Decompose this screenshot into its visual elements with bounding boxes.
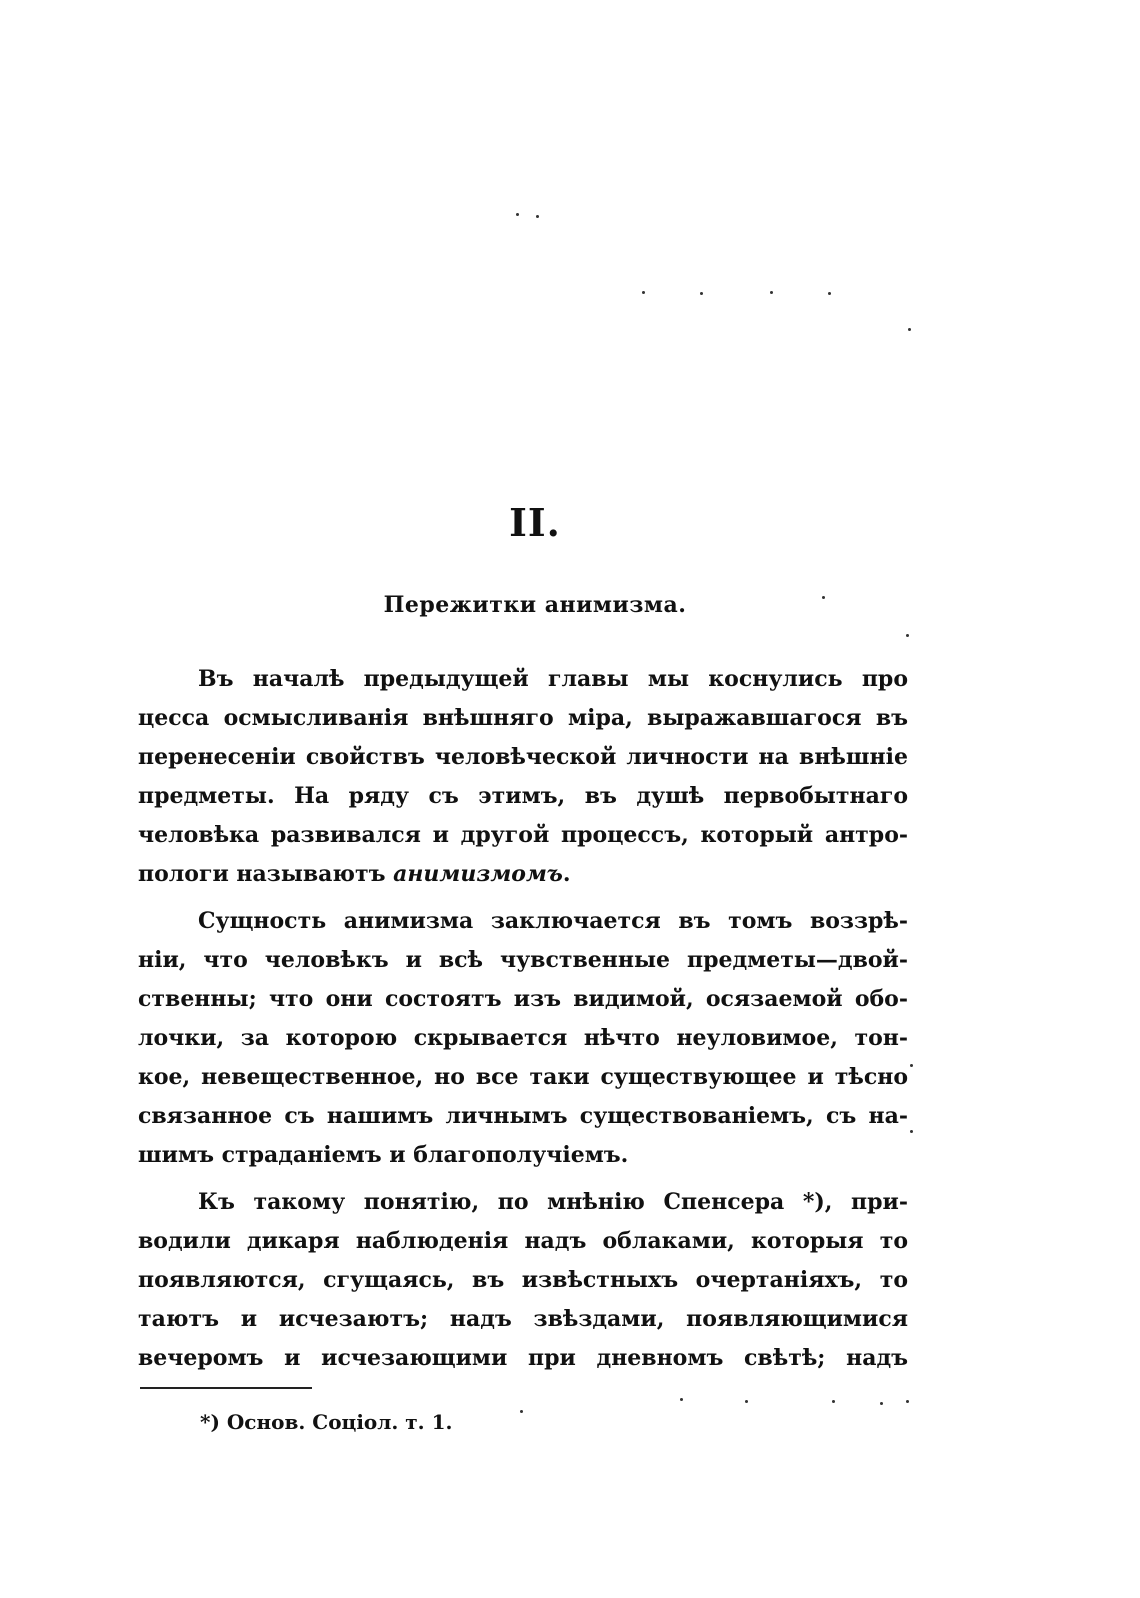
text-line: предметы. На ряду съ этимъ, въ душѣ первобытнаго: [138, 783, 908, 809]
text-line: появляются, сгущаясь, въ извѣстныхъ очертаніяхъ, то: [138, 1267, 908, 1293]
scan-speck: [520, 1410, 523, 1413]
text-line: водили дикаря наблюденія надъ облаками, которыя то: [138, 1228, 908, 1254]
scan-speck: [745, 1400, 748, 1403]
scan-speck: [906, 1400, 909, 1403]
scan-speck: [832, 1400, 835, 1403]
scan-speck: [680, 1398, 683, 1401]
scan-speck: [536, 215, 539, 218]
scan-speck: [822, 596, 825, 599]
emphasis-term: анимизмомъ: [393, 861, 563, 887]
text-line: таютъ и исчезаютъ; надъ звѣздами, появляющимися: [138, 1306, 908, 1332]
text-line: Къ такому понятію, по мнѣнію Спенсера *), при-: [198, 1189, 908, 1215]
chapter-number: II.: [509, 500, 561, 545]
scan-speck: [642, 291, 645, 294]
text-fragment: .: [562, 861, 571, 887]
footnote: *) Основ. Соціол. т. 1.: [200, 1410, 453, 1434]
scan-speck: [910, 1064, 913, 1067]
scan-speck: [906, 634, 909, 637]
text-line: вечеромъ и исчезающими при дневномъ свѣтѣ; надъ: [138, 1345, 908, 1371]
text-fragment: пологи называютъ: [138, 861, 394, 887]
text-line: человѣка развивался и другой процессъ, который антро-: [138, 822, 908, 848]
text-line: Въ началѣ предыдущей главы мы коснулись про: [198, 666, 908, 692]
text-line: перенесеніи свойствъ человѣческой личности на внѣшніе: [138, 744, 908, 770]
paragraph-3: [138, 1183, 908, 1378]
text-line: Сущность анимизма заключается въ томъ воззрѣ-: [198, 908, 908, 934]
text-line: ственны; что они состоятъ изъ видимой, осязаемой обо-: [138, 986, 908, 1012]
scan-speck: [516, 213, 519, 216]
scan-speck: [700, 292, 703, 295]
paragraph-1: [138, 660, 908, 894]
paragraph-2: [138, 902, 908, 1175]
text-line: шимъ страданіемъ и благополучіемъ.: [138, 1142, 629, 1168]
scan-speck: [908, 328, 911, 331]
text-line: цесса осмысливанія внѣшняго міра, выражавшагося въ: [138, 705, 908, 731]
text-line: связанное съ нашимъ личнымъ существованіемъ, съ на-: [138, 1103, 908, 1129]
body-text: [138, 660, 908, 1386]
scan-speck: [770, 291, 773, 294]
text-line: ніи, что человѣкъ и всѣ чувственные предметы—двой-: [138, 947, 908, 973]
scan-speck: [880, 1402, 883, 1405]
text-line: лочки, за которою скрывается нѣчто неуловимое, тон-: [138, 1025, 908, 1051]
footnote-divider: [140, 1387, 312, 1389]
text-line: [138, 855, 908, 894]
text-line: кое, невещественное, но все таки существующее и тѣсно: [138, 1064, 908, 1090]
chapter-title: Пережитки анимизма.: [383, 592, 687, 618]
scan-speck: [828, 292, 831, 295]
scan-speck: [910, 1130, 913, 1133]
